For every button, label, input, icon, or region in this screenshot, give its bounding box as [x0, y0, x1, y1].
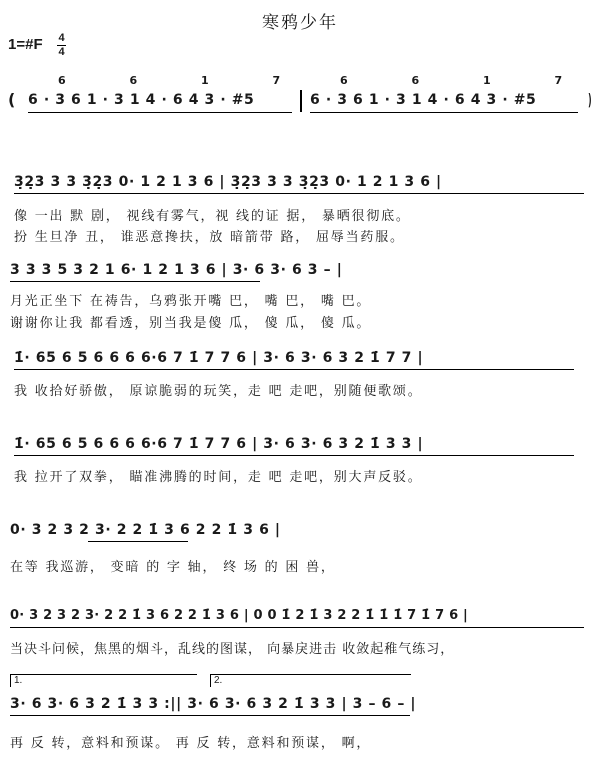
system-1-lyrics-verse-1: 像 一出 默 剧， 视线有雾气，视 线的证 据， 暴晒很彻底。 [14, 209, 411, 224]
song-title: 寒鸦少年 [262, 13, 338, 33]
intro-underline-b [310, 112, 578, 113]
system-1-underline [14, 193, 584, 194]
system-1-notes: 3̣2̣3 3 3 3̣2̣3 0· 1 2 1 3 6 | 3̣2̣3 3 3 3̣2̣3 0· 1 2 1 3 6 | [14, 174, 442, 190]
intro-measure-a: 6 · 3 6 1 · 3 1 4 · 6 4 3 · #5 [28, 92, 255, 108]
intro-close-paren: ) [588, 90, 592, 109]
system-2-lyrics-verse-1: 月光正坐下 在祷告，乌鸦张开嘴 巴， 嘴 巴， 嘴 巴。 [10, 294, 372, 309]
system-6-lyrics: 当决斗问候，焦黑的烟斗，乱线的图谋， 向暴戾进击 收敛起稚气练习， [10, 642, 455, 657]
first-ending-label: 1. [14, 675, 23, 686]
second-ending-bracket [210, 674, 411, 687]
system-5-notes: 0· 3 2 3 2 3· 2 2 1̇ 3 6 2 2 1̇ 3 6 | [10, 522, 281, 538]
system-7-lyrics: 再 反 转，意料和预谋。 再 反 转，意料和预谋， 啊， [10, 736, 372, 751]
system-4-notes: 1̇· 65 6 5 6 6 6 6·6 7 1̇ 7 7 6 | 3· 6 3· 6 3 2 1̇ 3 3 | [14, 436, 424, 452]
system-6-underline [10, 627, 584, 628]
time-signature-bottom: 4 [58, 46, 65, 58]
system-5-lyrics: 在等 我巡游， 变暗 的 字 轴， 终 场 的 困 兽， [10, 560, 336, 575]
system-2-underline [10, 281, 260, 282]
system-7-underline [10, 715, 410, 716]
system-2-lyrics-verse-2: 谢谢你让我 都看透，别当我是傻 瓜， 傻 瓜， 傻 瓜。 [10, 316, 372, 331]
system-4-lyrics: 我 拉开了双拳， 瞄准沸腾的时间，走 吧 走吧，别大声反驳。 [14, 470, 423, 485]
time-signature [57, 33, 66, 58]
intro-chord-row-a: 6 6 1 7 [58, 74, 311, 87]
system-7-notes: 3· 6 3· 6 3 2 1̇ 3 3 :|| 3· 6 3· 6 3 2 1̇ 3 3 | 3 – 6 – | [10, 696, 417, 712]
intro-measure-b: 6 · 3 6 1 · 3 1 4 · 6 4 3 · #5 [310, 92, 537, 108]
key-signature: 1=#F [8, 36, 43, 53]
system-4-underline [14, 455, 574, 456]
system-5-underline [88, 541, 188, 542]
system-3-underline [14, 369, 574, 370]
second-ending-label: 2. [214, 675, 223, 686]
intro-barline [300, 90, 302, 112]
system-3-notes: 1̇· 65 6 5 6 6 6 6·6 7 1̇ 7 7 6 | 3· 6 3· 6 3 2 1̇ 7 7 | [14, 350, 424, 366]
system-6-notes: 0· 3 2 3 2 3· 2 2 1̇ 3 6 2 2 1̇ 3 6 | 0 0 1̇ 2 1̇ 3 2 2 1̇ 1̇ 1̇ 7 1̇ 7 6 | [10, 608, 469, 623]
intro-open-paren: ( [8, 90, 16, 109]
intro-chord-row-b: 6 6 1 7 [340, 74, 593, 87]
intro-underline-a [28, 112, 292, 113]
system-2-notes: 3 3 3 5 3 2 1 6· 1 2 1 3 6 | 3· 6 3· 6 3 – | [10, 262, 343, 278]
first-ending-bracket [10, 674, 197, 687]
system-1-lyrics-verse-2: 扮 生旦净 丑， 谁恶意搀扶，放 暗箭带 路， 屈辱当药服。 [14, 230, 405, 245]
time-signature-top: 4 [58, 32, 65, 44]
system-3-lyrics: 我 收拾好骄傲， 原谅脆弱的玩笑，走 吧 走吧，别随便歌颂。 [14, 384, 423, 399]
